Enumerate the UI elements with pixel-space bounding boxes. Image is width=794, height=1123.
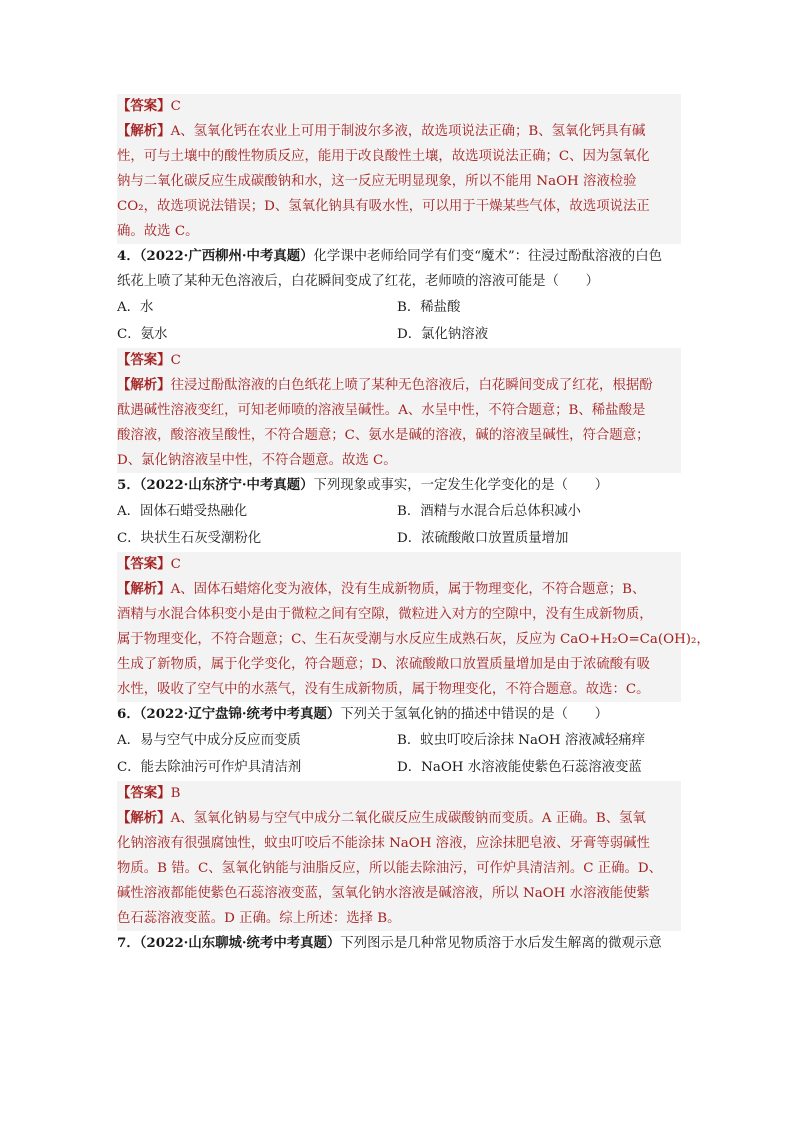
option-b: B．蚊虫叮咬后涂抹 NaOH 溶液减轻痛痒 bbox=[397, 733, 646, 748]
answer-value: C bbox=[170, 99, 181, 114]
stem-text: 下列现象或事实，一定发生化学变化的是（ ） bbox=[313, 478, 609, 493]
answer-value: B bbox=[170, 786, 181, 801]
analysis-text: 往浸过酚酞溶液的白色纸花上喷了某种无色溶液后，白花瞬间变成了红花，根据酚 bbox=[170, 378, 653, 393]
answer-line bbox=[117, 94, 677, 119]
analysis-line: CO₂，故选项说法错误；D、氢氧化钠具有吸水性，可以用于干燥某些气体，故选项说法正 bbox=[117, 199, 650, 214]
analysis-line: 酒精与水混合体积变小是由于微粒之间有空隙，微粒进入对方的空隙中，没有生成新物质， bbox=[117, 607, 653, 622]
option-a: A．固体石蜡受热融化 bbox=[117, 504, 248, 519]
analysis-text: A、氢氧化钙在农业上可用于制波尔多液，故选项说法正确；B、氢氧化钙具有碱 bbox=[170, 124, 646, 139]
answer-tag: 【答案】 bbox=[117, 785, 171, 801]
stem-text: 化学课中老师给同学有们变“魔术”：往浸过酚酞溶液的白色 bbox=[313, 249, 662, 264]
options-row bbox=[117, 754, 677, 781]
question-head: 6．（2022·辽宁盘锦·统考中考真题） bbox=[117, 706, 341, 722]
option-d: D．氯化钠溶液 bbox=[397, 327, 489, 342]
question-stem bbox=[117, 702, 677, 727]
option-c: C．能去除油污可作炉具清洁剂 bbox=[117, 760, 302, 775]
question-stem bbox=[117, 931, 677, 956]
analysis-line bbox=[117, 373, 677, 398]
option-a: A．水 bbox=[117, 300, 154, 315]
question-head: 5．（2022·山东济宁·中考真题） bbox=[117, 477, 314, 493]
analysis-line: 属于物理变化，不符合题意；C、生石灰受潮与水反应生成熟石灰，反应为 CaO+H₂O=Ca(OH)₂， bbox=[117, 632, 710, 647]
analysis-line: 物质。B 错。C、氢氧化钠能与油脂反应，所以能去除油污，可作炉具清洁剂。C 正确。D、 bbox=[117, 861, 663, 876]
analysis-line bbox=[117, 577, 677, 602]
answer-value: C bbox=[170, 557, 181, 572]
analysis-tag: 【解析】 bbox=[117, 581, 171, 597]
options-row bbox=[117, 321, 677, 348]
analysis-text: A、固体石蜡熔化变为液体，没有生成新物质，属于物理变化，不符合题意；B、 bbox=[170, 582, 646, 597]
document-body bbox=[117, 94, 710, 956]
analysis-line: 色石蕊溶液变蓝。D 正确。综上所述：选择 B。 bbox=[117, 911, 401, 926]
analysis-tag: 【解析】 bbox=[117, 123, 171, 139]
options-row bbox=[117, 727, 677, 754]
question-head: 4．（2022·广西柳州·中考真题） bbox=[117, 248, 314, 264]
question-head: 7．（2022·山东聊城·统考中考真题） bbox=[117, 935, 341, 951]
analysis-line: D、氯化钠溶液呈中性，不符合题意。故选 C。 bbox=[117, 453, 397, 468]
analysis-line: 碱性溶液都能使紫色石蕊溶液变蓝，氢氧化钠水溶液是碱溶液，所以 NaOH 水溶液能使紫 bbox=[117, 886, 650, 901]
analysis-line: 性，可与土壤中的酸性物质反应，能用于改良酸性土壤，故选项说法正确；C、因为氢氧化 bbox=[117, 149, 650, 164]
option-b: B．稀盐酸 bbox=[397, 300, 461, 315]
answer-tag: 【答案】 bbox=[117, 98, 171, 114]
analysis-line: 确。故选 C。 bbox=[117, 224, 199, 239]
analysis-line: 钠与二氧化碳反应生成碳酸钠和水，这一反应无明显现象，所以不能用 NaOH 溶液检验 bbox=[117, 174, 637, 189]
analysis-line bbox=[117, 119, 677, 144]
q5-answer-block bbox=[117, 552, 710, 702]
analysis-line: 水性，吸收了空气中的水蒸气，没有生成新物质，属于物理变化，不符合题意。故选：C。 bbox=[117, 682, 650, 697]
analysis-text: A、氢氧化钠易与空气中成分二氧化碳反应生成碳酸钠而变质。A 正确。B、氢氧 bbox=[170, 811, 646, 826]
analysis-line: 生成了新物质，属于化学变化，符合题意；D、浓硫酸敞口放置质量增加是由于浓硫酸有吸 bbox=[117, 657, 650, 672]
analysis-line: 酞遇碱性溶液变红，可知老师喷的溶液呈碱性。A、水呈中性，不符合题意；B、稀盐酸是 bbox=[117, 403, 646, 418]
option-b: B．酒精与水混合后总体积减小 bbox=[397, 504, 581, 519]
question-stem: 纸花上喷了某种无色溶液后，白花瞬间变成了红花，老师喷的溶液可能是（ ） bbox=[117, 274, 600, 289]
q3-answer-block bbox=[117, 94, 681, 244]
analysis-tag: 【解析】 bbox=[117, 377, 171, 393]
q6-answer-block bbox=[117, 781, 681, 931]
analysis-line: 化钠溶液有很强腐蚀性，蚊虫叮咬后不能涂抹 NaOH 溶液，应涂抹肥皂液、牙膏等弱碱性 bbox=[117, 836, 650, 851]
answer-value: C bbox=[170, 353, 181, 368]
option-d: D．浓硫酸敞口放置质量增加 bbox=[397, 531, 569, 546]
options-row bbox=[117, 294, 677, 321]
answer-line bbox=[117, 348, 677, 373]
question-stem bbox=[117, 244, 677, 269]
analysis-tag: 【解析】 bbox=[117, 810, 171, 826]
option-c: C．块状生石灰受潮粉化 bbox=[117, 531, 262, 546]
options-row bbox=[117, 498, 677, 525]
analysis-line bbox=[117, 806, 677, 831]
question-stem bbox=[117, 473, 677, 498]
q4-answer-block bbox=[117, 348, 681, 473]
stem-text: 下列关于氢氧化钠的描述中错误的是（ ） bbox=[340, 707, 609, 722]
answer-line bbox=[117, 552, 677, 577]
answer-tag: 【答案】 bbox=[117, 352, 171, 368]
analysis-line: 酸溶液，酸溶液呈酸性，不符合题意；C、氨水是碱的溶液，碱的溶液呈碱性，符合题意； bbox=[117, 428, 650, 443]
option-c: C．氨水 bbox=[117, 327, 168, 342]
option-a: A．易与空气中成分反应而变质 bbox=[117, 733, 301, 748]
answer-line bbox=[117, 781, 677, 806]
answer-tag: 【答案】 bbox=[117, 556, 171, 572]
options-row bbox=[117, 525, 677, 552]
option-d: D．NaOH 水溶液能使紫色石蕊溶液变蓝 bbox=[397, 760, 642, 775]
stem-text: 下列图示是几种常见物质溶于水后发生解离的微观示意 bbox=[340, 936, 662, 951]
